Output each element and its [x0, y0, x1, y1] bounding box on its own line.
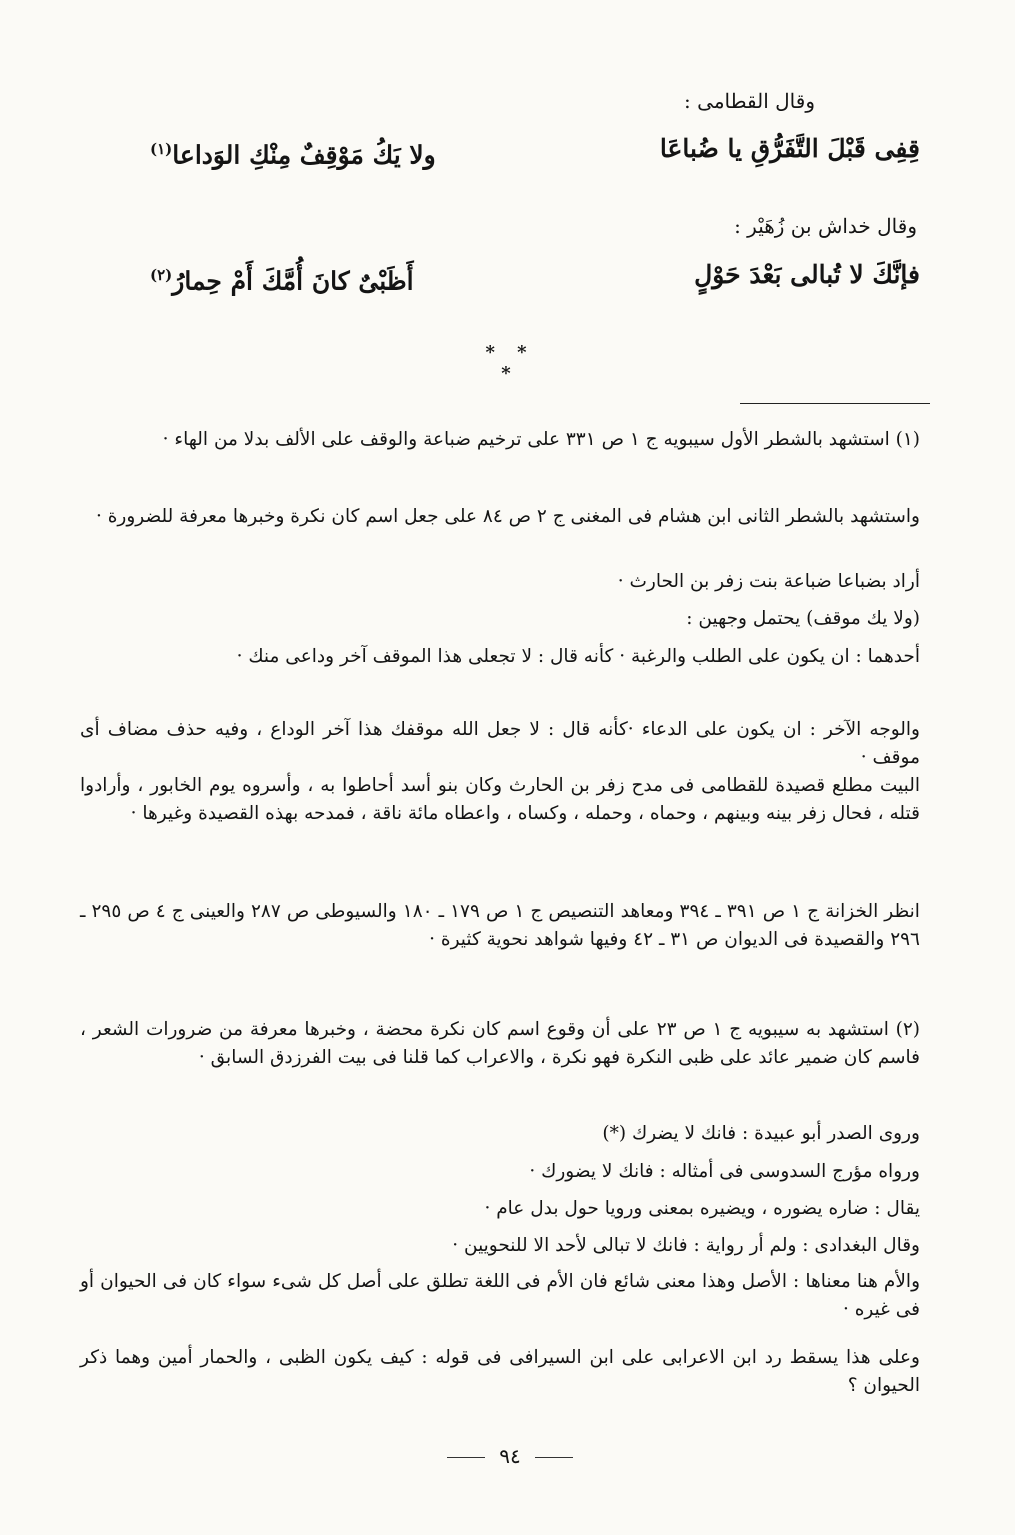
poem1-intro: وقال القطامى :	[684, 89, 815, 113]
footnote-2-rebuttal: وعلى هذا يسقط رد ابن الاعرابى على ابن السيرافى فى قوله : كيف يكون الظبى ، والحمار أمين وهما ذكر الحيوان ؟	[80, 1347, 920, 1396]
page-number-dash-right	[535, 1457, 573, 1458]
footnote-2-variant-abu-ubayda: وروى الصدر أبو عبيدة : فانك لا يضرك (*)	[602, 1123, 920, 1144]
footnote-2-citation: (٢) استشهد به سيبويه ج ١ ص ٢٣ على أن وقوع اسم كان نكرة محضة ، وخبرها معرفة من ضرورات الشعر ، فاسم كان ضمير عائد على ظبى النكرة فهو نكرة ، والاعراب كما قلنا فى بيت الفرزدق السابق ·	[80, 1019, 920, 1068]
footnote-rule	[740, 403, 930, 404]
footnote-1-references: انظر الخزانة ج ١ ص ٣٩١ ـ ٣٩٤ ومعاهد التنصيص ج ١ ص ١٧٩ ـ ١٨٠ والسيوطى ص ٢٨٧ والعينى ج ٤ ص ٢٩٥ ـ ٢٩٦ والقصيدة فى الديوان ص ٣١ ـ ٤٢ وفيها شواهد نحوية كثيرة ·	[80, 901, 920, 950]
footnote-1-first-reading: أحدهما : ان يكون على الطلب والرغبة · كأنه قال : لا تجعلى هذا الموقف آخر وداعى منك ·	[236, 646, 920, 667]
footnote-1-background: البيت مطلع قصيدة للقطامى فى مدح زفر بن الحارث وكان بنو أسد أحاطوا به ، وأسروه يوم الخابور ، وأرادوا قتله ، فحال زفر بينه وبينهم ، وحماه ، وحمله ، وكساه ، واعطاه مائة ناقة ، فمدحه بهذه القصيدة وغيرها ·	[80, 775, 920, 824]
footnote-2-meaning-of-umm: والأم هنا معناها : الأصل وهذا معنى شائع فان الأم فى اللغة تطلق على أصل كل شىء سواء كان فى الحيوان أو فى غيره ·	[80, 1271, 920, 1320]
poem2-hemistich1: فإنَّكَ لا تُبالى بَعْدَ حَوْلٍ	[694, 260, 920, 289]
poem1-verse	[150, 132, 920, 172]
footnote-2-baghdadi: وقال البغدادى : ولم أر رواية : فانك لا تبالى لأحد الا للنحويين ·	[452, 1235, 920, 1256]
footnote-1-two-readings: (ولا يك موقف) يحتمل وجهين :	[686, 608, 920, 629]
footnote-1-citation: (١) استشهد بالشطر الأول سيبويه ج ١ ص ٣٣١ على ترخيم ضباعة والوقف على الألف بدلا من الهاء ·	[162, 429, 920, 450]
footnote-1-person: أراد بضباعا ضباعة بنت زفر بن الحارث ·	[617, 571, 920, 592]
poem1-footnote-mark: (١)	[150, 140, 173, 158]
poem2-verse	[150, 258, 920, 298]
poem1-hemistich1: قِفِى قَبْلَ التَّفَرُّقِ يا ضُباعَا	[659, 134, 920, 163]
footnote-2-word-meaning: يقال : ضاره يضوره ، ويضيره بمعنى ورويا حول بدل عام ·	[484, 1198, 920, 1219]
poem1-hemistich2: ولا يَكُ مَوْقِفٌ مِنْكِ الوَداعا$^{(١)}$	[150, 140, 436, 170]
footnote-1-second-citation: واستشهد بالشطر الثانى ابن هشام فى المغنى ج ٢ ص ٨٤ على جعل اسم كان نكرة وخبرها معرفة للضرورة ·	[95, 506, 920, 527]
section-separator: * * *	[485, 342, 535, 384]
footnote-1-second-reading: والوجه الآخر : ان يكون على الدعاء ·كأنه قال : لا جعل الله موقفك هذا آخر الوداع ، وفيه حذف مضاف أى موقف ·	[80, 719, 920, 768]
page-number	[420, 1444, 600, 1468]
footnote-2-variant-muarrij: ورواه مؤرج السدوسى فى أمثاله : فانك لا يضورك ·	[529, 1161, 920, 1182]
poem2-footnote-mark: (٢)	[150, 266, 173, 284]
page-number-dash-left	[447, 1457, 485, 1458]
poem2-intro: وقال خداش بن زُهَيْر :	[734, 214, 917, 238]
poem2-hemistich2: أَظَبْىٌ كانَ أُمَّكَ أَمْ حِمارُ$^{(٢)}$	[150, 266, 414, 296]
page-number-value: ٩٤	[499, 1444, 521, 1468]
